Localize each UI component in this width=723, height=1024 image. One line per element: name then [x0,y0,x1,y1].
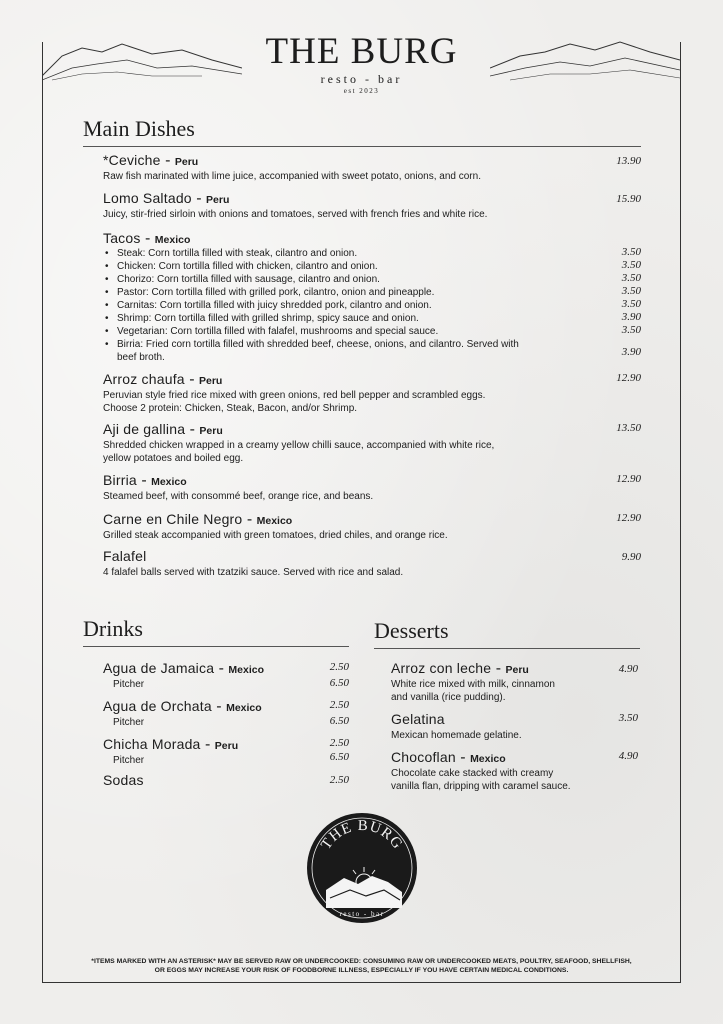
menu-item-ceviche: *Ceviche - Peru Raw fish marinated with lime juice, accompanied with sweet potato, onions, and corn. [103,152,641,183]
price-taco-pastor: 3.50 [621,285,641,297]
list-item: • Carnitas: Corn tortilla filled with juicy shredded pork, cilantro and onion. [105,300,432,311]
price-taco-carnitas: 3.50 [621,298,641,310]
item-name: Gelatina [391,711,445,727]
item-origin: Peru [206,194,230,206]
price-aji-de-gallina: 13.50 [616,422,641,434]
tacos-list [103,247,603,364]
price-taco-chorizo: 3.50 [621,272,641,284]
item-description: Raw fish marinated with lime juice, accompanied with sweet potato, onions, and corn. [103,171,481,182]
drink-agua-de-jamaica: Agua de Jamaica - Mexico Pitcher [103,660,343,691]
menu-item-lomo-saltado: Lomo Saltado - Peru Juicy, stir-fried sirloin with onions and tomatoes, served with french fries and white rice. [103,190,641,221]
list-item: • Steak: Corn tortilla filled with steak, cilantro and onion. [105,248,358,259]
item-description: Steamed beef, with consommé beef, orange rice, and beans. [103,491,374,502]
price-ceviche: 13.90 [616,155,641,167]
item-origin: Mexico [228,664,265,676]
item-origin: Peru [199,375,223,387]
list-item: • Shrimp: Corn tortilla filled with grilled shrimp, spicy sauce and onion. [105,313,419,324]
drinks-rule [83,646,349,647]
item-origin: Mexico [151,476,187,488]
disclaimer-line-1: *ITEMS MARKED WITH AN ASTERISK* MAY BE SERVED RAW OR UNDERCOOKED: CONSUMING RAW OR UNDERCOOKED MEATS, POULTRY, SEAFOOD, SHELLFISH, [91,958,632,965]
item-name: Arroz con leche [391,660,492,676]
list-item: • Chicken: Corn tortilla filled with chicken, cilantro and onion. [105,261,378,272]
price-chicha: 2.50 [329,737,349,749]
price-gelatina: 3.50 [618,712,638,724]
item-name: Lomo Saltado [103,190,192,206]
item-description: Grilled steak accompanied with green tomatoes, dried chiles, and orange rice. [103,530,448,541]
item-origin: Peru [214,740,239,752]
price-taco-birria: 3.90 [621,346,641,358]
drink-agua-de-orchata: Agua de Orchata - Mexico Pitcher [103,698,343,729]
price-birria: 12.90 [616,473,641,485]
price-arroz-chaufa: 12.90 [616,372,641,384]
pitcher-label: Pitcher [113,717,145,728]
pitcher-label: Pitcher [113,679,145,690]
item-description: Shredded chicken wrapped in a creamy yellow chilli sauce, accompanied with white rice, [103,440,495,451]
price-jamaica-pitcher: 6.50 [329,677,349,689]
list-item: • Pastor: Corn tortilla filled with grilled pork, cilantro, onion and pineapple. [105,287,435,298]
main-dishes-heading: Main Dishes [83,116,195,141]
price-chocoflan: 4.90 [618,750,638,762]
item-origin: Peru [505,664,529,676]
logo-tagline-text: resto - bar [339,910,385,918]
price-taco-chicken: 3.50 [621,259,641,271]
menu-item-birria: Birria - Mexico Steamed beef, with consommé beef, orange rice, and beans. [103,472,641,503]
price-lomo-saltado: 15.90 [616,193,641,205]
menu-item-aji-de-gallina: Aji de gallina - Peru Shredded chicken wrapped in a creamy yellow chilli sauce, accompanied with white rice, yellow potatoes and boiled egg. [103,421,641,465]
menu-item-tacos: Tacos - Mexico [103,230,191,247]
item-name: Chicha Morada [103,736,201,752]
list-item: • Chorizo: Corn tortilla filled with sausage, cilantro and onion. [105,274,380,285]
list-item: • Birria: Fried corn tortilla filled with shredded beef, cheese, onions, and cilantro. Served with beef broth. [105,339,519,363]
item-description-line2: yellow potatoes and boiled egg. [103,453,244,464]
drink-chicha-morada: Chicha Morada - Peru Pitcher [103,736,343,767]
brand-title: THE BURG [265,31,458,72]
item-name: Agua de Jamaica [103,660,215,676]
item-description: Mexican homemade gelatine. [391,730,522,741]
item-description: Juicy, stir-fried sirloin with onions and tomatoes, served with french fries and white rice. [103,209,488,220]
price-taco-vegetarian: 3.50 [621,324,641,336]
dessert-chocoflan: Chocoflan - Mexico Chocolate cake stacked with creamy vanilla flan, dripping with caramel sauce. [391,749,621,793]
item-description: Peruvian style fried rice mixed with green onions, red bell pepper and scrambled eggs. [103,390,486,401]
item-origin: Mexico [256,515,293,527]
menu-item-falafel [103,548,641,579]
item-origin: Mexico [226,702,262,714]
item-origin: Mexico [470,753,506,765]
price-taco-shrimp: 3.90 [621,311,641,323]
desserts-rule [374,648,640,649]
item-name: Arroz chaufa [103,371,185,387]
price-orchata: 2.50 [329,699,349,711]
the-burg-logo [306,812,418,924]
item-name: Agua de Orchata [103,698,212,714]
item-description: Chocolate cake stacked with creamy [391,768,554,779]
item-name: Tacos [103,230,141,246]
item-name: Birria [103,472,137,488]
menu-item-arroz-chaufa: Arroz chaufa - Peru Peruvian style fried rice mixed with green onions, red bell pepper and scrambled eggs. Choose 2 protein: Chicken, Steak, Bacon, and/or Shrimp. [103,371,641,415]
logo-name-text: THE BURG [318,817,406,853]
drinks-heading: Drinks [83,616,143,641]
price-arroz-con-leche: 4.90 [618,663,638,675]
list-item: • Vegetarian: Corn tortilla filled with falafel, mushrooms and special sauce. [105,326,439,337]
item-name: Aji de gallina [103,421,186,437]
dessert-arroz-con-leche: Arroz con leche - Peru White rice mixed with milk, cinnamon and vanilla (rice pudding). [391,660,621,704]
item-description: White rice mixed with milk, cinnamon [391,679,555,690]
item-name: *Ceviche [103,152,161,168]
brand-tagline: resto - bar [320,72,403,86]
item-name: Chocoflan [391,749,456,765]
desserts-heading: Desserts [374,618,449,643]
price-jamaica: 2.50 [329,661,349,673]
menu-item-carne-en-chile-negro: Carne en Chile Negro - Mexico Grilled steak accompanied with green tomatoes, dried chiles, and orange rice. [103,511,641,542]
disclaimer-line-2: OR EGGS MAY INCREASE YOUR RISK OF FOODBORNE ILLNESS, ESPECIALLY IF YOU HAVE CERTAIN MEDICAL CONDITIONS. [154,967,569,974]
price-sodas: 2.50 [329,774,349,786]
item-description: 4 falafel balls served with tzatziki sauce. Served with rice and salad. [103,567,404,578]
brand-est: est 2023 [343,87,380,95]
pitcher-label: Pitcher [113,755,145,766]
food-safety-disclaimer [50,957,673,975]
item-name: Falafel [103,548,147,564]
item-description-line2: Choose 2 protein: Chicken, Steak, Bacon, and/or Shrimp. [103,403,358,414]
drink-sodas [103,772,343,790]
item-name: Sodas [103,772,144,788]
item-description-line2: vanilla flan, dripping with caramel sauce. [391,781,571,792]
price-taco-steak: 3.50 [621,246,641,258]
item-origin: Peru [199,425,223,437]
price-falafel: 9.90 [621,551,641,563]
main-dishes-rule [83,146,641,147]
item-origin: Mexico [154,234,191,246]
item-name: Carne en Chile Negro [103,511,243,527]
price-chicha-pitcher: 6.50 [329,751,349,763]
item-origin: Peru [174,156,199,168]
dessert-gelatina [391,711,621,742]
price-orchata-pitcher: 6.50 [329,715,349,727]
price-carne-en-chile-negro: 12.90 [616,512,641,524]
item-description-line2: and vanilla (rice pudding). [391,692,506,703]
